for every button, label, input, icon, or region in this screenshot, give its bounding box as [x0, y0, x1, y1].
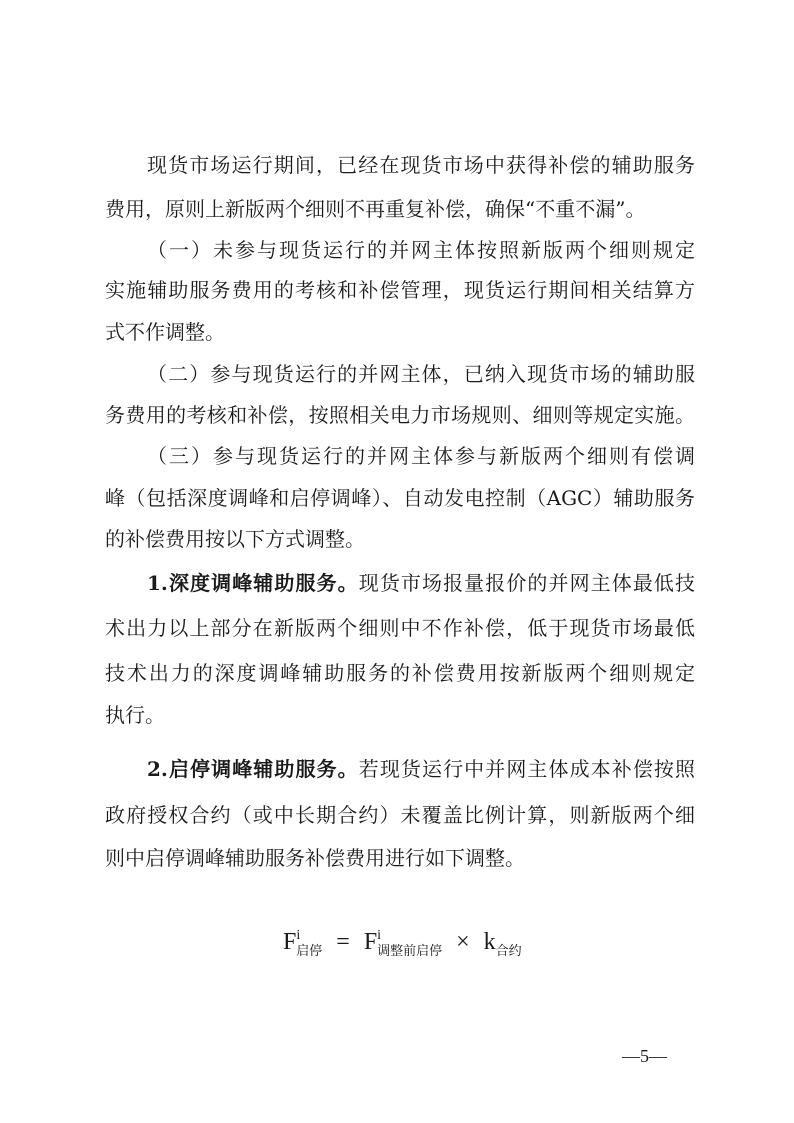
text-span: 若现货运行中并网主体成本补偿按照 [358, 757, 695, 781]
text-line [147, 755, 695, 783]
text-line: 式不作调整。 [105, 320, 225, 344]
equals-sign: = [336, 929, 350, 955]
times-sign: × [456, 929, 470, 955]
text-line: 峰（包括深度调峰和启停调峰）、自动发电控制（AGC）辅助服务 [105, 486, 695, 510]
text-line: 现货市场运行期间，已经在现货市场中获得补偿的辅助服务 [147, 153, 695, 177]
text-line: （一）未参与现货运行的并网主体按照新版两个细则规定 [147, 238, 695, 262]
formula-symbol: F [363, 929, 378, 955]
text-line: 务费用的考核和补偿，按照相关电力市场规则、细则等规定实施。 [105, 403, 695, 427]
text-line: 技术出力的深度调峰辅助服务的补偿费用按新版两个细则规定 [105, 661, 695, 685]
formula-superscript: i [377, 928, 382, 943]
formula-subscript: 合约 [495, 944, 522, 959]
formula-subscript: 调整前启停 [377, 944, 443, 959]
text-line: 执行。 [105, 703, 165, 727]
text-line: 政府授权合约（或中长期合约）未覆盖比例计算，则新版两个细 [105, 803, 695, 827]
text-line: 费用，原则上新版两个细则不再重复补偿，确保“不重不漏”。 [105, 197, 646, 221]
text-line: 的补偿费用按以下方式调整。 [105, 527, 365, 551]
formula-symbol: F [283, 929, 297, 955]
text-line: （二）参与现货运行的并网主体，已纳入现货市场的辅助服 [147, 362, 695, 386]
formula-subscript: 启停 [296, 944, 323, 959]
text-line: （三）参与现货运行的并网主体参与新版两个细则有偿调 [147, 444, 695, 468]
text-span: 现货市场报量报价的并网主体最低技 [358, 571, 695, 595]
page-number: —5— [622, 1046, 667, 1066]
text-line: 则中启停调峰辅助服务补偿费用进行如下调整。 [105, 846, 525, 870]
formula [283, 928, 522, 959]
text-line: 实施辅助服务费用的考核和补偿管理，现货运行期间相关结算方 [105, 278, 695, 302]
formula-superscript: i [296, 928, 301, 943]
formula-symbol: k [483, 929, 496, 955]
section-heading: 1.深度调峰辅助服务。 [147, 571, 359, 595]
text-line [147, 569, 695, 597]
section-heading: 2.启停调峰辅助服务。 [147, 757, 359, 781]
text-line: 术出力以上部分在新版两个细则中不作补偿，低于现货市场最低 [105, 616, 695, 640]
